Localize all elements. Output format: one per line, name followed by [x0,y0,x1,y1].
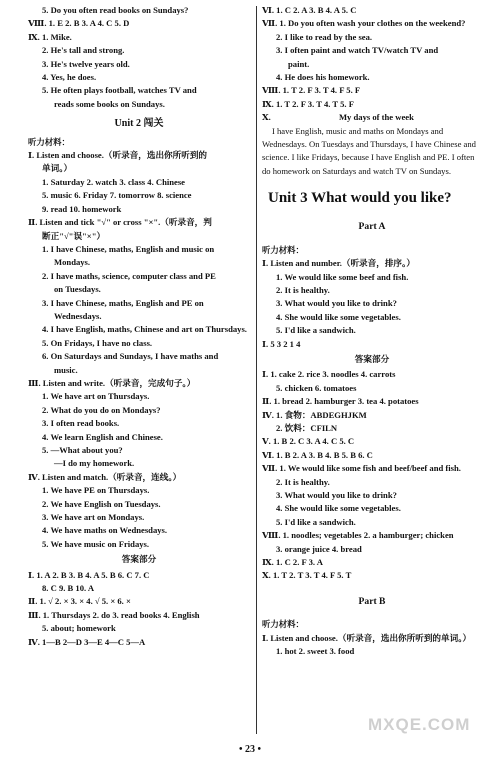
right-lines [262,4,482,111]
text-line: on Tuesdays. [54,284,101,295]
text-line: Mondays. [54,257,91,268]
text-line: 6. On Saturdays and Sundays, I have maths and [42,351,219,362]
text-line: 8. C 9. B 10. A [42,583,95,594]
text-line: Ⅷ. 1. T 2. F 3. T 4. F 5. F [262,85,361,96]
text-line: Ⅷ. 1. E 2. B 3. A 4. C 5. D [28,18,130,29]
text-line: 1. hot 2. sweet 3. food [276,646,355,657]
text-line: 4. Yes, he does. [42,72,97,83]
text-line: 1. We have PE on Thursdays. [42,485,150,496]
text-line: 5. He often plays football, watches TV and [42,85,197,96]
right-lines5 [262,632,482,659]
essay-row [262,111,482,124]
text-line: 3. He's twelve years old. [42,58,130,69]
text-line: 4. She would like some vegetables. [276,311,401,322]
text-line: 1. We have art on Thursdays. [42,391,150,402]
text-line: Ⅲ. 1. Thursdays 2. do 3. read books 4. English [28,609,200,620]
text-line: Ⅸ. 1. Mike. [28,31,72,42]
text-line: 4. We learn English and Chinese. [42,431,163,442]
text-line: reads some books on Sundays. [54,98,165,109]
text-line: 5. about; homework [42,623,116,634]
text-line: 3. We have art on Mondays. [42,512,145,523]
left-answer-title: 答案部分 [121,554,157,565]
text-line: —I do my homework. [54,458,135,469]
text-line: Ⅶ. 1. Do you often wash your clothes on the weekend? [262,18,466,29]
text-line: 1. I have Chinese, maths, English and music on [42,243,215,254]
text-line: Ⅰ. 1. cake 2. rice 3. noodles 4. carrots [262,369,396,380]
text-line: 4. We have maths on Wednesdays. [42,525,168,536]
text-line: paint. [288,58,310,69]
left-column [28,4,250,649]
text-line: 2. I have maths, science, computer class and PE [42,270,216,281]
text-line: Ⅰ. Listen and choose.（听录音，选出你所听到的单词。） [262,632,472,643]
right-lines2 [262,257,482,337]
text-line: 3. What would you like to drink? [276,490,397,500]
text-line: 5. On Fridays, I have no class. [42,337,153,348]
text-line: 5. music 6. Friday 7. tomorrow 8. science [42,190,192,201]
text-line: 5. I'd like a sandwich. [276,325,356,336]
left-listen-label: 听力材料： [28,136,70,147]
right-listen-label: 听力材料： [262,244,304,255]
essay-paragraph: I have English, music and maths on Mondays and Wednesdays. On Tuesdays and Thursdays, I have Chinese and science. I like Fridays, because I have English and PE. I often do homework on Saturdays and watch TV on Sundays. [262,125,476,176]
left-lines3 [28,569,250,649]
text-line: 5. chicken 6. tomatoes [276,382,357,393]
text-line: 1. Saturday 2. watch 3. class 4. Chinese [42,176,185,187]
text-line: Ⅷ. 1. noodles; vegetables 2. a hamburger; chicken [262,530,454,541]
text-line: Ⅰ. Listen and choose.（听录音，选出你所听到的 [28,150,208,161]
text-line: 5. We have music on Fridays. [42,538,150,549]
text-line: Ⅹ. 1. T 2. T 3. T 4. F 5. T [262,570,352,581]
text-line: Ⅳ. Listen and match.（听录音，连线。） [28,471,182,482]
watermark-text: MXQE.COM [368,715,471,734]
text-line: Ⅳ. 1—B 2—D 3—E 4—C 5—A [28,636,146,647]
text-line: 4. He does his homework. [276,72,370,83]
unit3-title: Unit 3 What would you like? [268,190,452,207]
text-line: 3. I have Chinese, maths, English and PE on [42,297,204,308]
watermark-logo [368,715,478,753]
text-line: Ⅰ. Listen and number.（听录音，排序。） [262,258,415,269]
part-a-title: Part A [358,221,386,233]
text-line: Ⅵ. 1. B 2. A 3. B 4. B 5. B 6. C [262,449,373,460]
right-number-answer: Ⅰ. 5 3 2 1 4 [262,338,301,349]
right-column [262,4,482,658]
text-line: 2. I like to read by the sea. [276,31,373,42]
column-divider [256,6,257,734]
text-line: Ⅰ. 1. A 2. B 3. B 4. A 5. B 6. C 7. C [28,569,150,580]
text-line: 5. Do you often read books on Sundays? [42,5,189,15]
text-line: Ⅵ. 1. C 2. A 3. B 4. A 5. C [262,5,357,15]
text-line: 3. orange juice 4. bread [276,543,362,554]
page-number: • 23 • [238,744,261,755]
text-line: Ⅲ. Listen and write.（听录音，完成句子。） [28,377,196,388]
text-line: 5. —What about you? [42,445,123,455]
text-line: 2. It is healthy. [276,476,330,487]
text-line: 2. What do you do on Mondays? [42,404,161,415]
text-line: Wednesdays. [54,310,102,321]
unit2-title: Unit 2 闯关 [114,118,164,130]
text-line: Ⅱ. 1. bread 2. hamburger 3. tea 4. potatoes [262,396,419,407]
text-line: Ⅳ. 1. 食物：ABDEGHJKM [262,409,367,420]
text-line: Ⅸ. 1. T 2. F 3. T 4. T 5. F [262,98,354,109]
text-line: Ⅱ. 1. √ 2. × 3. × 4. √ 5. × 6. × [28,596,131,607]
text-line: 断正"√"误"×"） [42,230,106,241]
text-line: Ⅸ. 1. C 2. F 3. A [262,557,323,568]
text-line: music. [54,364,78,375]
part-b-title: Part B [358,595,386,607]
text-line: Ⅱ. Listen and tick "√" or cross "×".（听录音，判 [28,217,212,228]
right-lines4 [262,368,482,583]
text-line: Ⅶ. 1. We would like some fish and beef/beef and fish. [262,463,461,474]
text-line: 1. We would like some beef and fish. [276,271,409,282]
text-line: 3. I often read books. [42,418,120,429]
text-line: 5. I'd like a sandwich. [276,516,356,527]
text-line: 3. What would you like to drink? [276,298,397,309]
text-line: 单词。） [42,163,73,174]
text-line: Ⅴ. 1. B 2. C 3. A 4. C 5. C [262,436,355,447]
right-listen-label-2: 听力材料： [262,619,304,630]
x-label: Ⅹ. [262,112,271,123]
text-line: 2. We have English on Tuesdays. [42,498,161,509]
text-line: 4. I have English, maths, Chinese and art on Thursdays. [42,324,247,335]
left-lines [28,4,250,111]
left-lines2 [28,149,250,551]
text-line: 2. He's tall and strong. [42,45,125,56]
text-line: 9. read 10. homework [42,203,122,214]
text-line: 3. I often paint and watch TV/watch TV and [276,45,439,56]
text-line: 4. She would like some vegetables. [276,503,401,514]
text-line: 2. 饮料：CFILN [276,422,338,433]
essay-title: My days of the week [338,112,414,123]
right-answer-title: 答案部分 [354,353,390,364]
text-line: 2. It is healthy. [276,284,330,295]
